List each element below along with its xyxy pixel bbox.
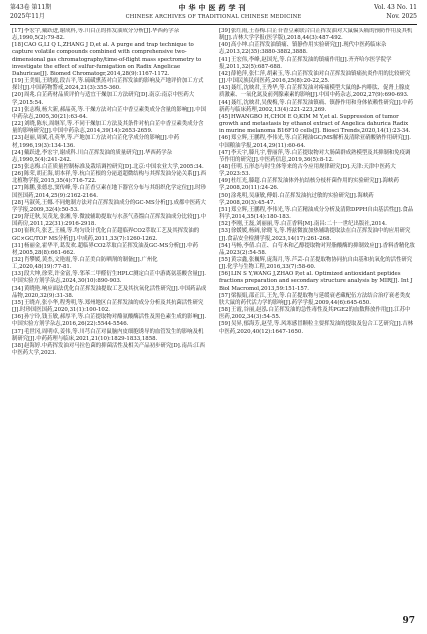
- reference-number: [44]: [219, 99, 231, 106]
- date-cn: 2025年11月: [10, 13, 45, 20]
- reference-entry: [219, 71, 415, 85]
- reference-number: [39]: [219, 28, 231, 34]
- reference-text: 王霞,谷丽,赵泓.白芷挥发油的急性毒性及其PGE2的血数释放作用[J].江苏中医药,2002,34(3):54-55.: [219, 307, 411, 321]
- reference-text: 李宏宇,戴跃进,谢成科,等.川白芷的挥发油成分分析[J].华西药学杂志,1990,5(2):79-82.: [12, 28, 180, 42]
- reference-entry: [219, 85, 415, 99]
- reference-text: 张红雨,王春梅.白芷苷香豆素联合白芷挥发油对大鼠偏头痛的预防作用及其机制[J].吉林大学学报(医学版),2018,44(3):487-492.: [219, 28, 413, 42]
- reference-text: 陈荣,胡正海,胡本祥,等.杭白芷根的分泌道超微结构与其挥发油分泌关系[J].西北植物学报,2015,35(4):716-722.: [12, 171, 207, 185]
- reference-number: [32]: [12, 257, 24, 263]
- reference-text: 任明.五形态与时生体等来的古今应用规律研究[D].天津:天津中医药大学,2023:53.: [219, 163, 396, 178]
- reference-text: 薛艳萍,张仁萍,胡素玉,等.白芷挥发油对白芷挥发油镇痛抗炎作用的比较研究[J].中国民族民间医药,2016,25(8):20-22,25.: [219, 70, 411, 85]
- reference-number: [33]: [12, 271, 24, 278]
- volume-issue-en: Vol. 43 No. 11: [374, 4, 417, 11]
- reference-text: 张志梅,杨大新,郝晶英,等.干燥方法对白芷中香豆素类成分含量的影响[J].中国中药杂志,2005,30(21):63-64.: [12, 106, 207, 120]
- reference-number: [42]: [219, 70, 231, 77]
- reference-text: 赵丽,周斌,孔英华,等.产地加工方法对白芷化学成分的影响[J].中药材,1996,19(3):134-136.: [12, 135, 180, 149]
- reference-number: [30]: [12, 228, 24, 235]
- reference-entry: [219, 243, 415, 257]
- reference-entry: [12, 343, 208, 357]
- reference-text: 杨丽金,霍华平,葛发欢.超临界CO2萃取白芷挥发油及GC-MS分析[J].中药材,2005,28(8):661-662.: [12, 242, 199, 256]
- reference-entry: [12, 171, 208, 185]
- reference-text: 徐媛媛,杨阔,徐晓飞,等.博兹微波加热辅助提取法在白芷挥发油中的应用研究[J].食品安全检测学报,2023,14(17):261-268.: [219, 228, 411, 242]
- reference-number: [18]: [12, 42, 24, 49]
- reference-entry: [12, 42, 208, 78]
- reference-entry: [12, 243, 208, 257]
- reference-number: [23]: [12, 135, 24, 142]
- reference-number: [25]: [12, 163, 24, 170]
- reference-number: [35]: [12, 299, 24, 306]
- reference-entry: [219, 293, 415, 307]
- reference-text: 刘晓,陈东,周继军,等.不同干燥加工方法及其条件对杭白芷中香豆素类成分含量的影响研究[J].中国中药杂志,2014,39(14):2653-2659.: [12, 121, 204, 135]
- reference-entry: [12, 92, 208, 106]
- reference-text: CAO G,LI Q L,ZHANG J D,et al. A purge and trap technique to capture volatile compounds combined with comprehensive two-dimensional gas chromatography/time-of-flight mass spectrometry to investigate the effect of sulfur-fumigation on Radix Angelicae Dahuricae[J]. Biomed Chromatogr,2014,28(9):1167-1172.: [12, 42, 202, 77]
- reference-entry: [12, 286, 208, 300]
- reference-entry: [12, 78, 208, 92]
- reference-number: [31]: [12, 242, 24, 249]
- reference-entry: [219, 178, 415, 192]
- reference-entry: [219, 207, 415, 221]
- reference-entry: [219, 271, 415, 292]
- date-en: Nov. 2025: [386, 13, 417, 20]
- reference-number: [40]: [219, 42, 231, 49]
- reference-number: [59]: [219, 321, 231, 328]
- reference-text: 崔秋兵,张艺,王楠,等.均匀设计优化白芷超临界CO2萃取工艺及其挥发油的GC×GC/TOF MS分析[J].中成药,2011,33(7):1260-1262.: [12, 228, 200, 242]
- reference-entry: [219, 193, 415, 207]
- reference-entry: [219, 28, 415, 42]
- reference-entry: [12, 28, 208, 42]
- reference-entry: [219, 100, 415, 114]
- reference-entry: [219, 42, 415, 56]
- reference-text: 王晓卉,张小华,程秀明,等.郑州地区白芷挥发油的成分分析及其抗菌活性研究[J].时珍国医国药,2020,31(1):100-102.: [12, 299, 204, 314]
- reference-number: [20]: [12, 92, 24, 99]
- reference-number: [58]: [219, 307, 231, 314]
- reference-entry: [12, 329, 208, 343]
- reference-entry: [12, 314, 208, 328]
- reference-text: LIN S Y,WANG J,ZHAO P,et al. Optimized antioxidant peptides fractions preparation and secondary structure analysis by MIR[J]. Int J Biol Macromol,2013,59:151-157.: [219, 271, 413, 292]
- reference-text: 聂红,沈映君,王秀华,等.白芷挥发油对疼痛模型大鼠的β-内啡肽、促肾上腺皮质激素、一氧化氮及前列腺素素的影响[J].中国中药杂志,2002,27(9):690-693.: [219, 85, 410, 99]
- reference-entry: [12, 228, 208, 242]
- reference-text: 张志梅.白芷质量控制标准及栽培调控研究[D].北京:中国农业大学,2005:34.: [24, 163, 204, 170]
- reference-text: 李刚,王磊,刘丽丽,等.白芷香料[M].南昌:二十一世纪出版社,2014.: [231, 221, 387, 228]
- reference-number: [21]: [12, 106, 24, 113]
- reference-text: 舒迁秋,吴茂龙,张湘,等.微波辅助提取与水蒸气蒸馏白芷挥发油成分比较[J].中国药房,2011,22(31):2916-2918.: [12, 214, 207, 228]
- reference-number: [41]: [219, 56, 231, 63]
- reference-entry: [12, 185, 208, 199]
- reference-number: [51]: [219, 206, 231, 213]
- reference-number: [19]: [12, 78, 24, 85]
- reference-text: 黄宗鑫,张巍辉,庞海月,等.芦芸-白芷提取物协同抗自由基和抗氧化的活性研究[J].化学与生物工程,2016,33(7):58-60.: [219, 257, 413, 271]
- reference-number: [26]: [12, 171, 24, 178]
- reference-entry: [219, 257, 415, 271]
- reference-number: [27]: [12, 185, 24, 192]
- reference-entry: [12, 300, 208, 314]
- reference-number: [55]: [219, 257, 231, 263]
- reference-number: [17]: [12, 28, 24, 34]
- reference-text: 郑立辉,王鹏程,李伟光,等.白芷精油成分分析及清除DPPH自由基活性[J].食品科学,2014,35(14):180-183.: [219, 206, 414, 221]
- reference-number: [53]: [219, 228, 231, 235]
- reference-text: 涂兆明,吴康敏,傅娟.白芷挥发油抗过敏的实验研究[J].海峡药学,2008,20(3):45-47.: [219, 192, 374, 206]
- reference-entry: [12, 121, 208, 135]
- reference-number: [29]: [12, 214, 24, 221]
- reference-number: [46]: [219, 135, 231, 142]
- reference-entry: [12, 150, 208, 164]
- reference-entry: [219, 135, 415, 149]
- reference-text: 杜红光,滕超.白芷挥发油体外抗结核分枝杆菌作用的实验研究[J].海峡药学,2008,20(11):24-26.: [219, 178, 399, 192]
- reference-number: [34]: [12, 285, 24, 292]
- reference-text: 王美娟,王晓霞,段吉平,等.硫磺熏蒸对白芷挥发油的影响及产地评价加工方式探讨[J].中国药物警戒,2024,21(3):355-360.: [12, 78, 204, 92]
- reference-number: [45]: [219, 113, 231, 120]
- reference-number: [52]: [219, 221, 231, 228]
- reference-number: [38]: [12, 342, 24, 349]
- reference-text: 梁振娟,邵正江,王先,等.白芷提取物与延缓衰老藏配伍方法结合治疗衰老类皮肤大鼠的药代活力学的影响[J].药学学报,2009,44(6):645-650.: [219, 292, 411, 306]
- reference-number: [48]: [219, 163, 231, 170]
- reference-text: HWANGBO H,CHOI E O,KIM M Y,et al. Suppression of tumor growth and metastasis by ethanol extract of Angelica dahurica Radix in murine melanoma B16F10 cells[J]. Biosci Trends,2020,14(1):23-34.: [219, 113, 411, 135]
- reference-entry: [12, 257, 208, 271]
- reference-text: 马淑英,王娜.不同炮制方法对白芷挥发油成分的GC-MS分析[J].成都中医药大学学报,2009,32(4):50-53.: [12, 199, 206, 213]
- reference-entry: [12, 214, 208, 228]
- reference-entry: [12, 271, 208, 285]
- reference-number: [36]: [12, 314, 24, 321]
- reference-number: [28]: [12, 199, 24, 206]
- reference-text: 周兆.白芷药材品质评价与适宜干燥加工方法研究[D].南京:南京中医药大学,2015:54.: [12, 92, 195, 106]
- reference-text: 李天宇,滕凡宇,曹丽萍,等.白芷提取物对大肠菌群成熟模型及其抑制和免疫调节作用的研究[J].中医药信息,2019,36(5):8-12.: [219, 149, 411, 163]
- reference-number: [49]: [219, 178, 231, 185]
- reference-text: 吴昇,郁海芳,赵莹,等.风寒感冒颗粒主要挥发油的提取及包合工艺研究[J].吉林中医药,2020,40(12):1647-1650.: [219, 321, 414, 335]
- reference-number: [56]: [219, 271, 231, 278]
- reference-text: 郑立辉,王鹏程,李伟光,等.白芷精油GC/MS解析及清除亚硝酸钠作用研究[J].中国粮油学报,2014,29(11):60-64.: [219, 135, 411, 149]
- reference-number: [43]: [219, 85, 231, 92]
- reference-text: 黄晓艳.响应面法优化白芷挥发油提取工艺及其抗氧化活性研究[J].中国药品成品物,2020,32(9):31-38.: [12, 285, 207, 299]
- reference-text: 段大坤,徐荣,许金富,等.邻苯二甲醛衍生HPLC测定白芷中游离氨基酸含量[J].中国实验方剂学杂志,2024,30(10):890-903.: [12, 271, 206, 285]
- volume-issue-cn: 第43卷 第11期: [10, 4, 52, 11]
- running-header: [10, 4, 417, 23]
- reference-text: 高小坤.白芷挥发油镇痛、镇静作用实验研究[J].现代中医药临床杂志,2013,22(35):3880-3882,3888.: [219, 42, 387, 56]
- reference-entry: [12, 107, 208, 121]
- reference-entry: [12, 135, 208, 149]
- reference-number: [24]: [12, 149, 24, 156]
- reference-text: 王宏伟,李峰,赵国光,等.白芷挥发油的镇痛作用[J].齐齐哈尔医学院学报,2011,32(5):687-688.: [219, 56, 392, 70]
- reference-text: 戴跃进,李宏宇,谢成科.川白芷挥发油的质量研究[J].华西药学杂志,1990,5(4):241-242.: [12, 149, 172, 163]
- reference-text: 毛世冈,周明卓,姜伟,等.川芎白芷对鼠脑内皮细胞诱导的血管发生的影响及机制研究[J].中药药理与临床,2021,21(10):1829-1833,1858.: [12, 328, 204, 342]
- reference-text: 赵海婷.中药挥发油对马拉色菌的抑菌活性及相关产品初步研究[D].南昌:江西中医药大学,2023.: [12, 342, 205, 357]
- page-number: 97: [402, 616, 415, 626]
- reference-column-right: [219, 28, 415, 608]
- reference-number: [57]: [219, 292, 231, 299]
- reference-text: 孙宁玲,钱玉敏,郝厚平,等.白芷提取物对酪氨酸酶活性及黑色素生成的影响[J].中国实验方剂学杂志,2016,26(22):5544-5546.: [12, 314, 207, 328]
- reference-text: 马畅,李倩.白芷、白芍木和乙醇提取物对羟脂酸酶的抑制效应[J].香料香精化妆品,2023(2):54-58.: [219, 242, 415, 256]
- journal-title-cn: 中华中医药学刊: [178, 3, 249, 12]
- reference-column-left: [12, 28, 208, 608]
- reference-entry: [219, 228, 415, 242]
- reference-entry: [219, 57, 415, 71]
- reference-entry: [219, 150, 415, 164]
- reference-number: [50]: [219, 192, 231, 199]
- reference-entry: [219, 307, 415, 321]
- reference-entry: [219, 321, 415, 335]
- journal-title-en: CHINESE ARCHIVES OF TRADITIONAL CHINESE MEDICINE: [125, 14, 302, 20]
- reference-entry: [219, 164, 415, 178]
- reference-entry: [219, 114, 415, 135]
- reference-number: [22]: [12, 121, 24, 128]
- reference-number: [54]: [219, 242, 231, 249]
- header-rule: [10, 24, 417, 25]
- reference-number: [47]: [219, 149, 231, 156]
- reference-entry: [12, 200, 208, 214]
- reference-text: 肖攀媛,黄杰,文艳霞,等.白芷美白防晒剂的制备[J].广州化工,2020,48(19):77-81.: [12, 257, 158, 271]
- reference-text: 聂红,沈映君,吴俊梅,等.白芷挥发油镇痛、镇静作用和身体依赖性研究[J].中药新药与临床药理,2002,13(4):221-223,269.: [219, 99, 414, 113]
- reference-text: 陈鹏,张德忠,窦传峰,等.白芷香豆素在地下器官分布与其组织化学定位[J].时珍国医国药,2014,25(9):2162-2164.: [12, 185, 207, 199]
- reference-number: [37]: [12, 328, 24, 335]
